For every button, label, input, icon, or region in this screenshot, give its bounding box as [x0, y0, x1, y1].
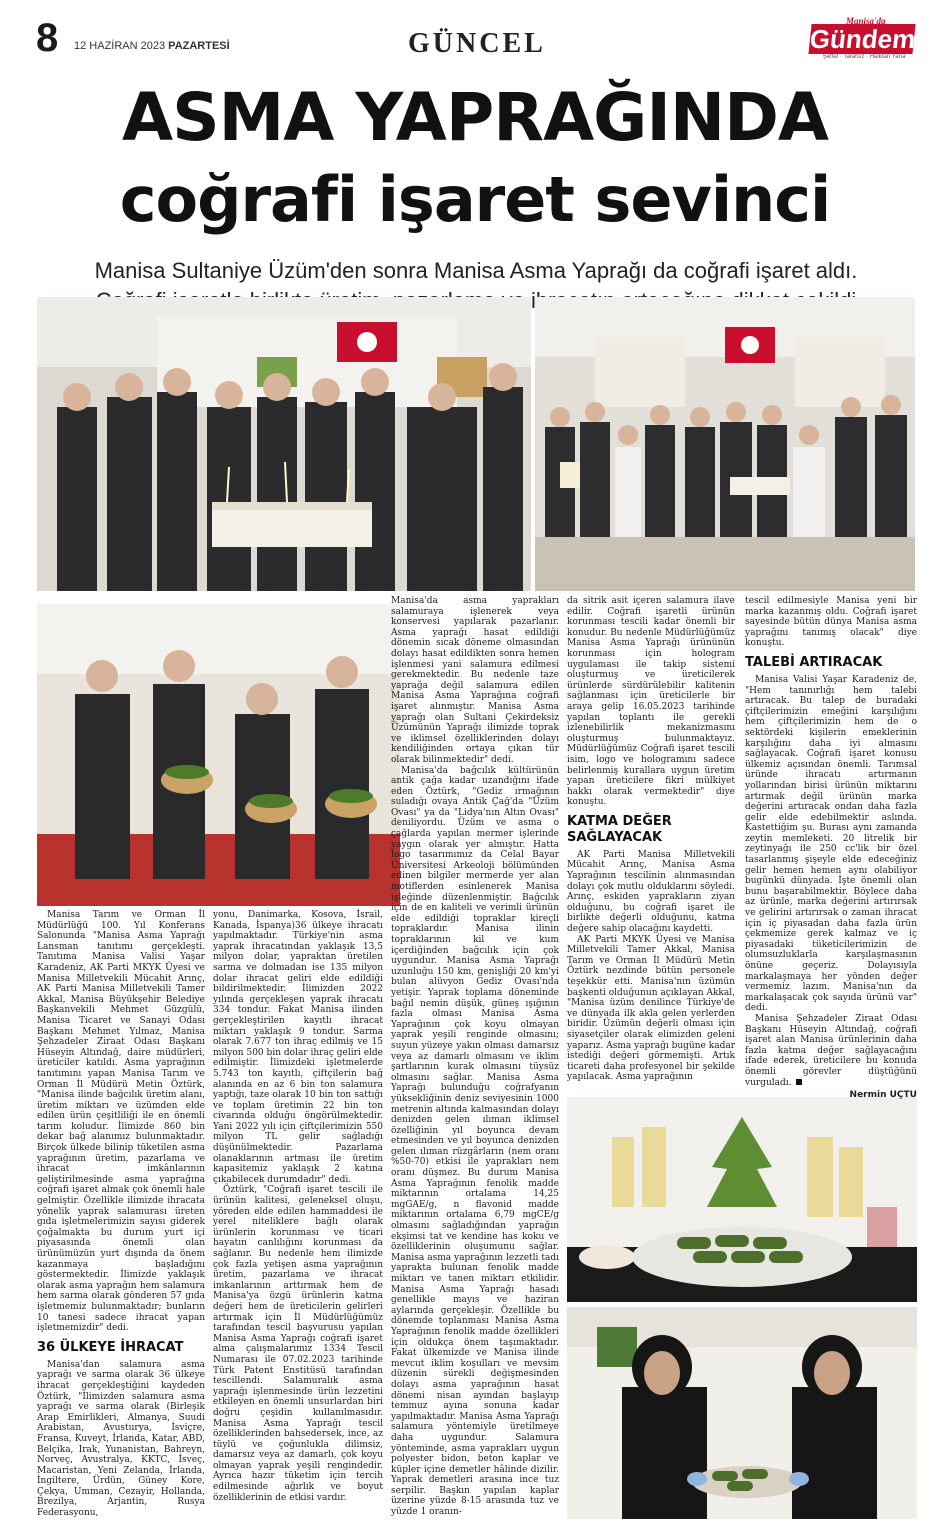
section-title: GÜNCEL: [408, 28, 546, 59]
issue-weekday: PAZARTESİ: [168, 40, 230, 52]
photo-cake-cutting: [37, 297, 531, 591]
newspaper-logo: [808, 18, 916, 62]
article-paragraph: Manisa Valisi Yaşar Karadeniz de, "Hem tanınırlığı hem talebi artıracak. Bu talep de buradaki çiftçilerimizin emeğini karşılığını hem çiftçilerimizin hem de o sektördeki kişilerin emeklerinin karşılığını daha iyi almasını sağlayacak. Coğrafi işaret konusu ülkemiz açısından önemli. Tarımsal üründe ihracatı artırmanın yollarından birisi ürünün miktarını artırmak değil ürünün marka değerini artıracak ondan daha fazla gelir elde edebilmektir aslında. Kastettiğim şu. Burası aynı zamanda zeytin memleketi. 20 litrelik bir zeytinyağı ile 250 cc'lik bir özel tasarlanmış şişeyle elde edeceğiniz gelir hemen hemen aynı olabiliyor bugünkü dünyada. İşte önemli olan bunu başarabilmektir. Böylece daha az ürünle, marka değerini artırırsak ve gelirini artırırsak o zaman ihracat için iç piyasadan daha fazla ürün çekmemize gerek kalmaz ve iç piyasadaki tüketicilerimizin de olumsuzluklarla karşılaşmasının önüne geçeriz. Dolayısıyla markalaşmaya her yönden değer vermemiz lazım. Manisa'nın da markalaşacak çok sayıda ürünü var" dedi.: [745, 674, 917, 1014]
article-column-2: [213, 910, 383, 1524]
article-paragraph: Manisa'da bağcılık kültürünün antik çağa kadar uzandığını ifade eden Öztürk, "Gediz ırmağının suladığı ovaya Antik Çağ'da "Üzüm Ovası" ya da "Lidya'nın Altın Ovası" deniliyordu. Üzüm ve asma o çağlarda yapılan mermer işlerinde yaygın olarak yer almıştır. Hatta logo tasarımımız da Celal Bayar Üniversitesi Arkeoloji bölümünden edinen bilgiler mermerde yer alan motiflerden esinlenerek Manisa işleğinde düzenlenmiştir. Bağcılık için de en kaliteli ve verimli ürünün elde edildiği topraklar kireçli topraklardır. Manisa ilinin topraklarının kil ve kum içerdiğinden bağcılık için çok uygundur. Manisa Asma Yaprağı uzunluğu 150 km, genişliği 20 km'yi bulan alüvyon Gediz Ovası'nda yetişir. Yaprak toplama döneminde bağıl nemin düşük, güneş ışığının fazla olması Manisa Asma Yaprağının çok koyu olmayan yaprak yeşili renginde olmasını; suyun yüzeye yakın olması damarsız veya az damarlı olmasını ve iklim şartlarının kurak olmasını tüysüz olmasını sağlar. Manisa Asma Yaprağı bulunduğu coğrafyanın yüksekliğinin deniz seviyesinin 1000 metrenin altında kalmasından dolayı denizden gelen ılıman iklimsel özelliğinin yıl boyunca devam etmesinden ve yıl boyunca denizden gelen ılıman rüzgârların (nem oranı %50-70) etkisi ile yaprakları nem oranı düşmez. Bu durum Manisa Asma Yaprağının fenolik madde miktarının ortalama 14,25 mgGAE/g, n flavonid madde miktarının ortalama 6,79 mgCE/g olmasını sağladığından yaprağın ekşimsi tat ve kendine has koku ve özelliklerinin oluşumunu sağlar. Manisa asma yaprağının lezzetli tadı yaprakta bulunan fenolik madde miktarı ve tanen miktarı etkilidir. Manisa Asma Yaprağı hasadı genellikle mayıs ve haziran aylarında gerçekleşir. Özellikle bu dönemde toplanması Manisa Asma Yaprağının fenolik madde özellikleri için oldukça önem taşımaktadır. Fakat ülkemizde ve Manisa ilinde mevcut iklim koşulları ve mevsim düzenin sürekli değişmesinden dolayı asma yaprağının hasat dönemi nisan ayından başlayıp temmuz ayına sonuna kadar yapılmaktadır. Manisa Asma Yaprağı salamura yöntemiyle üretilmeye daha uygundur. Salamura yönteminde, asma yaprakları uygun polyester bidon, beton kaplar ve küpler içine demetler hâlinde dizilir. Yaprak demetleri arasına ince tuz serpilir. Başkın yapılan kaplar üzerine yüzde 8-15 arasında tuz ve yüzde 1 oranın-: [391, 765, 559, 1518]
page-number: 8: [36, 16, 59, 60]
article-paragraph: Manisa Tarım ve Orman İl Müdürlüğü 100. Yıl Konferans Salonunda "Manisa Asma Yaprağı Lansman tanıtımı gerçekleşti. Tanıtıma Manisa Valisi Yaşar Karadeniz, AK Parti MKYK Üyesi ve Manisa Milletvekili Mücahit Arınç, AK Parti Manisa Milletvekili Tamer Akkal, Manisa Büyükşehir Belediye Başkanvekili Mehmet Güzgülü, Manisa Ticaret ve Sanayi Odası Başkanı Mehmet Yılmaz, Manisa Şehzadeler Ziraat Odası Başkanı Hüseyin Altındağ, daire müdürleri, üreticiler katıldı. Asma yaprağının tanıtımını yapan Manisa Tarım ve Orman İl Müdürü Metin Öztürk, "Manisa ilinde bağcılık üretim alanı, üretim miktarı ve üzümden elde edilen ürün çeşitliliği ile en önemli tarım koludur. İlimizde 860 bin dekar bağ alanımız bulunmaktadır. Birçok ülkede bilinip tüketilen asma yaprağının üretim, pazarlama ve ihracat imkânlarının geliştirilmesinde asma yaprağına coğrafi işaret almak çok önemli hale gelmiştir. Özellikle ilimizde ihracata yönelik yaprak salamurası üreten gıda işletmelerimizin sayısı giderek çoğalmakta bu durum yurt içi piyasasında önemli olan ürünümüzün yurt dışında da önem kazanmaya başladığını göstermektedir. İlimizde yaklaşık olarak asma yaprağın hem salamura hem sarma olarak gönderen 57 gıda işletmemiz bulunmaktadır; bunların 10 tanesi sadece ihracat yapan işletmemizdir" dedi.: [37, 910, 205, 1334]
photo-sarma-dish: [567, 1097, 917, 1302]
headline-line-1: ASMA YAPRAĞINDA: [121, 79, 828, 156]
article-paragraph: [745, 1014, 917, 1088]
article-paragraph: Manisa'dan salamura asma yaprağı ve sarma olarak 36 ülkeye ihracat gerçekleştiğini kaydeden Öztürk, "İlimizden salamura asma yaprağı ve sarma olarak (Birleşik Arap Emirlikleri, Almanya, Suudi Arabistan, Avusturya, İsviçre, Fransa, Kuveyt, İrlanda, Katar, ABD, Belçika, Irak, Yunanistan, Bahreyn, Norveç, Avustralya, KKTC, İsveç, Macaristan, Yeni Zelanda, İrlanda, İngiltere, Ürdün, Güney Kore, Çekya, Umman, Cezayir, Hollanda, Brezilya, Arjantin, Rusya Federasyonu,: [37, 1359, 205, 1519]
subheading-added-value: KATMA DEĞER SAĞLAYACAK: [567, 813, 672, 845]
article-column-1: [37, 910, 205, 1524]
article-paragraph: Manisa'da asma yaprakları salamuraya işlenerek veya konservesi yapılarak pazarlanır. Asma yaprağı hasat edildiği dönemin sıcak döneme olmasından dolayı hasat edildikten sonra hemen işlenmesi yani salamura edilmesi gerekmektedir. Bu nedenle taze yaprağa değil salamura edilen Manisa Asma Yaprağına coğrafi işaret alınmıştır. Manisa Asma yaprağı olan Sultani Çekirdeksiz Üzümünün Yaprağı ilimizde toprak ve iklimsel özelliklerinden dolayı kendiliğinden ortaya çıkan tür olarak bilinmektedir" dedi.: [391, 596, 559, 765]
subheading-export: 36 ÜLKEYE İHRACAT: [37, 1339, 184, 1355]
article-column-3: [391, 596, 559, 1524]
headline: [30, 76, 920, 240]
photo-group: [535, 297, 915, 591]
article-column-5: [745, 596, 917, 1101]
subheadline-line-1: Manisa Sultaniye Üzüm'den sonra Manisa Asma Yaprağı da coğrafi işaret aldı.: [94, 258, 858, 283]
headline-line-2: coğrafi işaret sevinci: [119, 163, 831, 236]
article-paragraph: AK Parti MKYK Üyesi ve Manisa Milletvekili Tamer Akkal, Manisa Tarım ve Orman İl Müdürü Metin Öztürk nezdinde bütün personele teşekkür etti. Manisa'nın üzümün başkenti olduğunun açıklayan Akkal, "Manisa üzüm denilince Türkiye'de ve dünyada ilk akla gelen yerlerden biridir. Üzümün değerli olması için siyasetçiler olarak elimizden geleni yaparız. Asma yaprağı bugüne kadar istediği değeri görmemişti. Artık ticareti daha profesyonel bir şekilde yapılacak. Asma yaprağının: [567, 934, 735, 1083]
article-paragraph: yonu, Danimarka, Kosova, İsrail, Kanada, İspanya)36 ülkeye ihracatı yapılmaktadır. Türkiye'nin asma yaprak ihracatından yaklaşık 13,5 milyon dolar, yapraktan üretilen sarma ve dolmadan ise 135 milyon dolar ihracat geliri elde edildiği bildirilmektedir. İlimizden 2022 yılında gerçekleşen yaprak ihracatı 334 tondur. Fakat Manisa ilinden gerçekleştirilen kayıtlı ihracat miktarı yaklaşık 9 tondur. Sarma olarak 7.677 ton ihraç edilmiş ve 15 milyon 500 bin dolar ihraç geliri elde edilmiştir. İlimizdeki işletmelerde 5.743 ton kayıtlı, çiftçilerin bağ alanında en az 6 bin ton salamura yaptığı, taze olarak 10 bin ton sattığı ve toplam üretimin 22 bin ton civarında olduğu öngörülmektedir. Yani 2022 yılı için çiftçilerimizin 550 milyon TL gelir sağladığı düşünülmektedir. Pazarlama olanaklarının artması ile üretim kapasitemiz yaklaşık 2 katına çıkabilecek durumdadır" dedi.: [213, 910, 383, 1185]
end-mark-icon: [796, 1079, 802, 1085]
article-paragraph: da sitrik asit içeren salamura ilave edilir. Coğrafi işaretli ürünün korunması tescili kadar önemli bir konudur. Bu nedenle Müdürlüğümüz Manisa Asma Yaprağı ürününün korunması için hologram uygulaması ile takip sistemi oluşturmuş ve üreticilerek ürünlerde sürdürülebilir kalitenin sağlanması için üreticilerle bir araya gelip 16.05.2023 tarihinde yapılan toplantı ile gerekli izlenebilirlik mekanizmasını oluşturmuş bulunmaktayız. Müdürlüğümüz Coğrafi işaret tescili isim, logo ve hologramını sadece belirlenmiş kurallara uygun üretim yapan üreticilere fikri mülkiyet hakkı olarak vermektedir" diye konuştu.: [567, 596, 735, 808]
byline: Nermin UÇTU: [849, 1090, 917, 1101]
photo-cooks: [567, 1307, 917, 1519]
article-column-4: [567, 596, 735, 1088]
logo-tagline: Şeffaf · Tarafsız · Halktan Yana: [822, 54, 906, 60]
article-paragraph: AK Parti Manisa Milletvekili Mücahit Arınç, Manisa Asma Yaprağının tescilinin alınmasından dolayı çok mutlu olduklarını söyledi. Arınç, eskiden yaprakların ziyan olduğunu, bu coğrafi işaret ile birlikte değerli olduğunu, katma değere sahip olacağını kaydetti.: [567, 849, 735, 935]
article-paragraph: Öztürk, "Coğrafi işaret tescili ile ürünün kalitesi, geleneksel oluşu, yöreden elde edilen hammaddesi ile yerel niteliklere bağlı olarak ürünlerin korunması ve ticari hayatın canlılığını korunması da sağlanır. Bu nedenle hem ilimizde çok fazla yetişen asma yaprağının üretim, pazarlama ve ihracat imkanlarının arttırmak hem de Manisa'ya özgü ürünlerin katma değeri hem de üreticilerin gelirleri artırmak için İl Müdürlüğümüz tarafından tescil başvurusu yapılan Manisa Asma Yaprağı coğrafi işaret alma çalışmalarımız 1334 Tescil Numarası ile 07.02.2023 tarihinde Türk Patent Enstitüsü tarafından tescillendi. Salamuralık asma yaprağı işlenmesinde ürün lezzetini etkileyen en önemli unsurlardan biri doğru çeşidin kullanılmasıdır. Manisa Asma Yaprağı tescil özelliklerinden bahsedersek, ince, az tüylü ve çoğunlukla dilimsiz, damarsız veya az damarlı, çok koyu olmayan yaprak yeşili rengindedir. Ayrıca hazır tüketim için tercih edilmesinde ağırlık ve boyut özelliklerinin de etkisi vardır.: [213, 1185, 383, 1503]
logo-main-text: Gündem: [808, 24, 918, 54]
issue-date: [74, 40, 230, 52]
issue-date-text: 12 HAZİRAN 2023: [74, 40, 166, 52]
article-paragraph: tescil edilmesiyle Manisa yeni bir marka kazanmış oldu. Coğrafi işaret sayesinde bütün dünya Manisa asma yaprağını tanımış olacak" diye konuştu.: [745, 596, 917, 649]
subheading-demand: TALEBİ ARTIRACAK: [745, 654, 883, 670]
photo-officials-baskets: [37, 604, 400, 906]
page-header: [36, 18, 916, 64]
logo-small-text: Manisa'da: [846, 16, 886, 26]
article-paragraph-text: Manisa Şehzadeler Ziraat Odası Başkanı Hüseyin Altındağ, coğrafi işaret alan Manisa ürünlerinin daha fazla katma değer sağlayacağını ifade ederek, üreticilere bu konuda önemli görevler düştüğünü vurguladı.: [745, 1013, 917, 1088]
